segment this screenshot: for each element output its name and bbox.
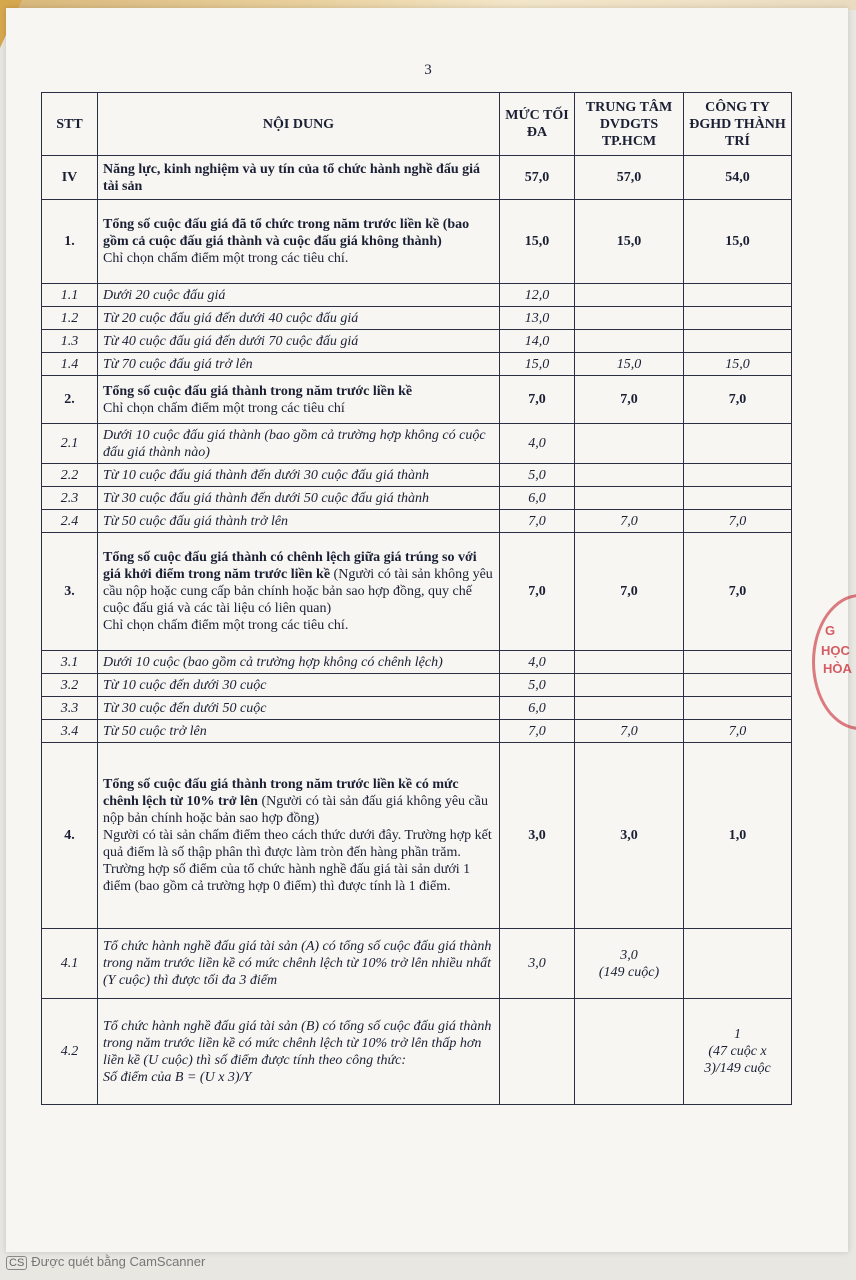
table-row	[42, 307, 792, 330]
row-max: 7,0	[500, 720, 575, 743]
row-score-hcm	[575, 929, 684, 999]
row-score-hcm: 15,0	[575, 200, 684, 284]
row-score-hcm	[575, 487, 684, 510]
stamp-text-1: G	[825, 623, 836, 638]
row-score-hcm	[575, 424, 684, 464]
row-stt: 1.4	[42, 353, 98, 376]
row-score-thanh-tri: 7,0	[684, 376, 792, 424]
row-score-hcm	[575, 674, 684, 697]
row-max: 6,0	[500, 697, 575, 720]
row-score-hcm	[575, 651, 684, 674]
scanner-footer	[6, 1254, 205, 1270]
row-content-title: Tổng số cuộc đấu giá đã tổ chức trong năm trước liền kề (bao gồm cả cuộc đấu giá thành và cuộc đấu giá không thành)	[103, 217, 470, 249]
row-content	[98, 376, 500, 424]
row-content: Tổ chức hành nghề đấu giá tài sản (A) có tổng số cuộc đấu giá thành trong năm trước liền kề có mức chênh lệch từ 10% trở lên nhiều nhất (Y cuộc) thì được tối đa 3 điểm	[98, 929, 500, 999]
table-row	[42, 487, 792, 510]
row-stt: 2.3	[42, 487, 98, 510]
table-row	[42, 533, 792, 651]
row-score-thanh-tri: 15,0	[684, 353, 792, 376]
row-content: Dưới 20 cuộc đấu giá	[98, 284, 500, 307]
header-max: MỨC TỐI ĐA	[500, 93, 575, 156]
table-row	[42, 720, 792, 743]
row-max: 3,0	[500, 743, 575, 929]
camscanner-logo-icon: CS	[6, 1256, 27, 1270]
table-row	[42, 510, 792, 533]
row-stt: 2.1	[42, 424, 98, 464]
row-score-hcm: 7,0	[575, 510, 684, 533]
row-score-hcm	[575, 307, 684, 330]
row-score-thanh-tri: 7,0	[684, 510, 792, 533]
row-content-note: Chỉ chọn chấm điểm một trong các tiêu chí.	[103, 251, 349, 266]
row-score-hcm	[575, 464, 684, 487]
row-content-title: Tổ chức hành nghề đấu giá tài sản (B) có tổng số cuộc đấu giá thành trong năm trước liền kề có mức chênh lệch từ 10% trở lên thấp hơn liền kề (U cuộc) thì số điểm được tính theo công thức:	[103, 1018, 492, 1068]
table-row	[42, 424, 792, 464]
row-stt: 1.2	[42, 307, 98, 330]
row-stt: 3.	[42, 533, 98, 651]
row-score-hcm	[575, 697, 684, 720]
row-max: 4,0	[500, 651, 575, 674]
stamp-text-2: HỌC	[821, 643, 850, 658]
row-score-hcm: 3,0	[575, 743, 684, 929]
row-stt: IV	[42, 156, 98, 200]
stamp-text-3: HÒA	[823, 661, 852, 676]
row-content: Từ 70 cuộc đấu giá trở lên	[98, 353, 500, 376]
row-max: 15,0	[500, 353, 575, 376]
row-score-hcm	[575, 284, 684, 307]
row-stt: 4.2	[42, 999, 98, 1105]
row-score-hcm: 7,0	[575, 720, 684, 743]
row-content: Từ 30 cuộc đấu giá thành đến dưới 50 cuộc đấu giá thành	[98, 487, 500, 510]
row-score-hcm: 7,0	[575, 376, 684, 424]
table-row	[42, 743, 792, 929]
row-score-thanh-tri	[684, 697, 792, 720]
row-stt: 1.3	[42, 330, 98, 353]
row-score-hcm: 15,0	[575, 353, 684, 376]
row-max: 4,0	[500, 424, 575, 464]
row-max: 15,0	[500, 200, 575, 284]
row-stt: 2.4	[42, 510, 98, 533]
row-content: Từ 10 cuộc đến dưới 30 cuộc	[98, 674, 500, 697]
row-content: Dưới 10 cuộc (bao gồm cả trường hợp không có chênh lệch)	[98, 651, 500, 674]
row-content	[98, 533, 500, 651]
row-max: 5,0	[500, 674, 575, 697]
score-detail: (47 cuộc x 3)/149 cuộc	[704, 1044, 771, 1076]
row-stt: 3.3	[42, 697, 98, 720]
row-score-hcm: 7,0	[575, 533, 684, 651]
row-score-thanh-tri	[684, 929, 792, 999]
row-stt: 3.2	[42, 674, 98, 697]
row-score-hcm	[575, 999, 684, 1105]
row-content: Từ 50 cuộc trở lên	[98, 720, 500, 743]
row-content: Năng lực, kinh nghiệm và uy tín của tổ chức hành nghề đấu giá tài sản	[98, 156, 500, 200]
row-score-thanh-tri	[684, 999, 792, 1105]
row-content-note-2: Trường hợp số điểm của tổ chức hành nghề đấu giá tài sản dưới 1 điểm (bao gồm cả trường hợp 0 điểm) thì được tính là 1 điểm.	[103, 862, 471, 894]
row-content-remark: (Người có tài sản đấu giá không yêu cầu nộp bản chính hoặc bản sao hợp đồng)	[103, 794, 488, 826]
row-stt: 2.	[42, 376, 98, 424]
row-score-thanh-tri: 7,0	[684, 533, 792, 651]
row-content-title: Tổng số cuộc đấu giá thành trong năm trước liền kề có mức chênh lệch từ 10% trở lên	[103, 777, 459, 809]
table-row	[42, 284, 792, 307]
table-row	[42, 353, 792, 376]
row-score-thanh-tri	[684, 487, 792, 510]
row-max: 7,0	[500, 510, 575, 533]
row-content: Từ 20 cuộc đấu giá đến dưới 40 cuộc đấu giá	[98, 307, 500, 330]
row-score-thanh-tri	[684, 424, 792, 464]
row-content-title: Tổng số cuộc đấu giá thành trong năm trước liền kề	[103, 383, 413, 399]
row-max: 3,0	[500, 929, 575, 999]
row-max: 14,0	[500, 330, 575, 353]
row-max: 7,0	[500, 533, 575, 651]
row-score-thanh-tri	[684, 330, 792, 353]
row-content-note: Chỉ chọn chấm điểm một trong các tiêu chí	[103, 400, 345, 416]
header-stt: STT	[42, 93, 98, 156]
table-row	[42, 200, 792, 284]
footer-text: Được quét bằng CamScanner	[31, 1254, 206, 1269]
row-max: 5,0	[500, 464, 575, 487]
row-content: Từ 40 cuộc đấu giá đến dưới 70 cuộc đấu giá	[98, 330, 500, 353]
row-stt: 3.4	[42, 720, 98, 743]
row-content-note: Chỉ chọn chấm điểm một trong các tiêu chí.	[103, 618, 349, 633]
table-row	[42, 330, 792, 353]
row-max: 12,0	[500, 284, 575, 307]
row-score-thanh-tri: 15,0	[684, 200, 792, 284]
row-stt: 1.1	[42, 284, 98, 307]
row-max: 57,0	[500, 156, 575, 200]
page-number: 3	[424, 62, 432, 78]
row-content	[98, 999, 500, 1105]
row-content-remark: (Người có tài sản không yêu cầu nộp hoặc cung cấp bản chính hoặc bản sao hợp đồng, quy chế cuộc đấu giá và các tài liệu có liên quan)	[103, 567, 493, 616]
row-score-thanh-tri	[684, 307, 792, 330]
score-detail: (149 cuộc)	[598, 964, 660, 980]
row-content: Từ 50 cuộc đấu giá thành trở lên	[98, 510, 500, 533]
header-thanh-tri: CÔNG TY ĐGHD THÀNH TRÍ	[684, 93, 792, 156]
table-row	[42, 929, 792, 999]
header-content: NỘI DUNG	[98, 93, 500, 156]
row-stt: 4.	[42, 743, 98, 929]
table-row	[42, 999, 792, 1105]
header-center-hcm: TRUNG TÂM DVDGTS TP.HCM	[575, 93, 684, 156]
row-content-title: Tổng số cuộc đấu giá thành có chênh lệch giữa giá trúng so với giá khởi điểm trong năm trước liền kề	[103, 550, 477, 582]
row-score-hcm: 57,0	[575, 156, 684, 200]
row-stt: 4.1	[42, 929, 98, 999]
header-row	[42, 93, 792, 156]
row-content	[98, 200, 500, 284]
table-row	[42, 674, 792, 697]
row-score-thanh-tri: 7,0	[684, 720, 792, 743]
table-row	[42, 651, 792, 674]
row-content: Từ 30 cuộc đến dưới 50 cuộc	[98, 697, 500, 720]
row-max: 13,0	[500, 307, 575, 330]
row-score-thanh-tri	[684, 464, 792, 487]
table-row	[42, 697, 792, 720]
table-row	[42, 464, 792, 487]
table-row	[42, 156, 792, 200]
row-score-thanh-tri: 1,0	[684, 743, 792, 929]
row-max: 7,0	[500, 376, 575, 424]
row-max	[500, 999, 575, 1105]
row-score-thanh-tri: 54,0	[684, 156, 792, 200]
row-score-hcm	[575, 330, 684, 353]
scoring-table	[41, 92, 792, 1105]
row-content: Dưới 10 cuộc đấu giá thành (bao gồm cả trường hợp không có cuộc đấu giá thành nào)	[98, 424, 500, 464]
row-score-thanh-tri	[684, 651, 792, 674]
row-content	[98, 743, 500, 929]
row-content-formula: Số điểm của B = (U x 3)/Y	[103, 1069, 252, 1085]
table-row	[42, 376, 792, 424]
score-value: 3,0	[620, 947, 638, 963]
row-score-thanh-tri	[684, 674, 792, 697]
score-value: 1	[734, 1027, 741, 1042]
row-score-thanh-tri	[684, 284, 792, 307]
row-stt: 1.	[42, 200, 98, 284]
row-stt: 3.1	[42, 651, 98, 674]
row-content-note: Người có tài sản chấm điểm theo cách thức dưới đây. Trường hợp kết quả điểm là số thập phân thì được làm tròn đến hàng phần trăm.	[103, 828, 492, 860]
row-content: Từ 10 cuộc đấu giá thành đến dưới 30 cuộc đấu giá thành	[98, 464, 500, 487]
row-stt: 2.2	[42, 464, 98, 487]
row-max: 6,0	[500, 487, 575, 510]
